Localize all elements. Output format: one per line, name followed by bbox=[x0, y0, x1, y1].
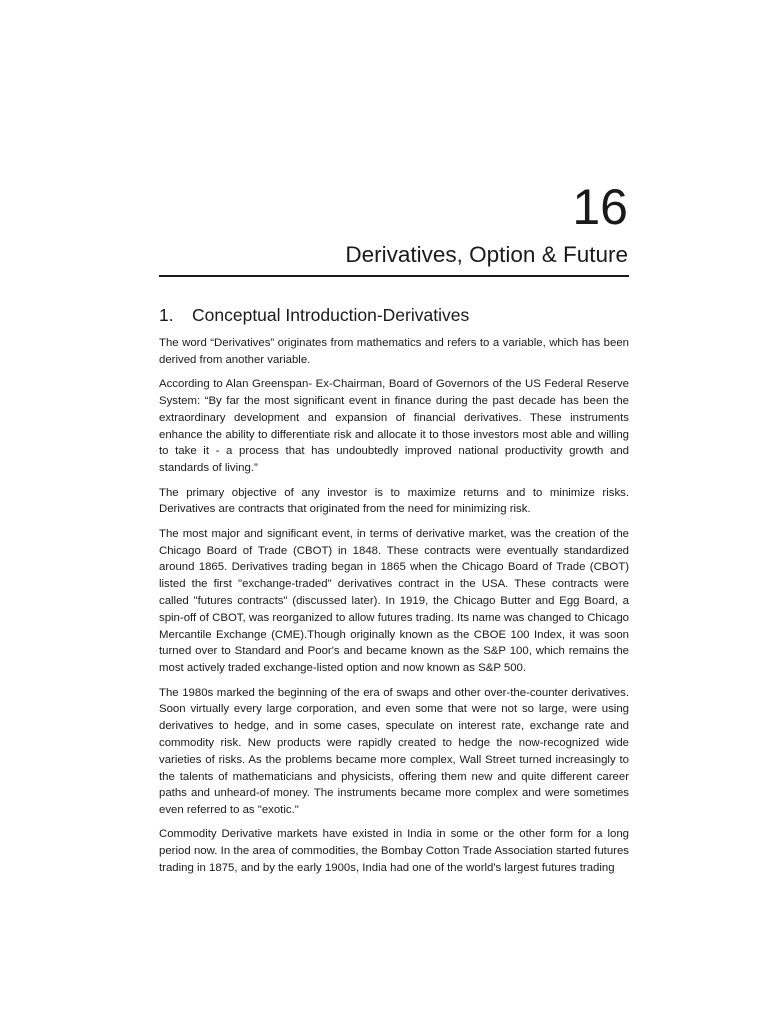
paragraph: The most major and significant event, in terms of derivative market, was the creation of the Chicago Board of Trade (CBOT) in 1848. These contracts were eventually standardized around 1865. Derivatives trading began in 1865 when the Chicago Board of Trade (CBOT) listed the first "exchange-traded" derivatives contract in the USA. These contracts were called "futures contracts" (discussed later). In 1919, the Chicago Butter and Egg Board, a spin-off of CBOT, was reorganized to allow futures trading. Its name was changed to Chicago Mercantile Exchange (CME).Though originally known as the CBOE 100 Index, it was soon turned over to Standard and Poor's and became known as the S&P 100, which remains the most actively traded exchange-listed option and now known as S&P 500. bbox=[159, 527, 629, 675]
paragraph: The word “Derivatives” originates from mathematics and refers to a variable, which has been derived from another variable. bbox=[159, 337, 629, 366]
title-divider bbox=[159, 275, 629, 277]
chapter-title: Derivatives, Option & Future bbox=[345, 242, 628, 267]
body-text bbox=[159, 335, 629, 884]
chapter-number: 16 bbox=[572, 179, 628, 235]
paragraph: Commodity Derivative markets have existed in India in some or the other form for a long period now. In the area of commodities, the Bombay Cotton Trade Association started futures trading in 1875, and by the early 1900s, India had one of the world's largest futures trading bbox=[159, 828, 629, 875]
paragraph: According to Alan Greenspan- Ex-Chairman, Board of Governors of the US Federal Reserve System: “By far the most significant event in finance during the past decade has been the extraordinary development and expansion of financial derivatives. These instruments enhance the ability to differentiate risk and allocate it to those investors most able and willing to take it - a process that has undoubtedly improved national productivity growth and standards of living.” bbox=[159, 378, 629, 475]
paragraph: The primary objective of any investor is to maximize returns and to minimize risks. Derivatives are contracts that originated from the need for minimizing risk. bbox=[159, 486, 629, 516]
section-title: Conceptual Introduction-Derivatives bbox=[192, 305, 470, 325]
paragraph: The 1980s marked the beginning of the era of swaps and other over-the-counter derivatives. Soon virtually every large corporation, and even some that were not so large, were using derivatives to hedge, and in some cases, speculate on interest rate, exchange rate and commodity risk. New products were rapidly created to hedge the now-recognized wide varieties of risks. As the problems became more complex, Wall Street turned increasingly to the talents of mathematicians and physicists, offering them new and quite different career paths and unheard-of money. The instruments became more complex and were sometimes even referred to as "exotic." bbox=[159, 686, 629, 817]
section-number: 1. bbox=[159, 305, 174, 325]
section-heading bbox=[159, 305, 469, 326]
